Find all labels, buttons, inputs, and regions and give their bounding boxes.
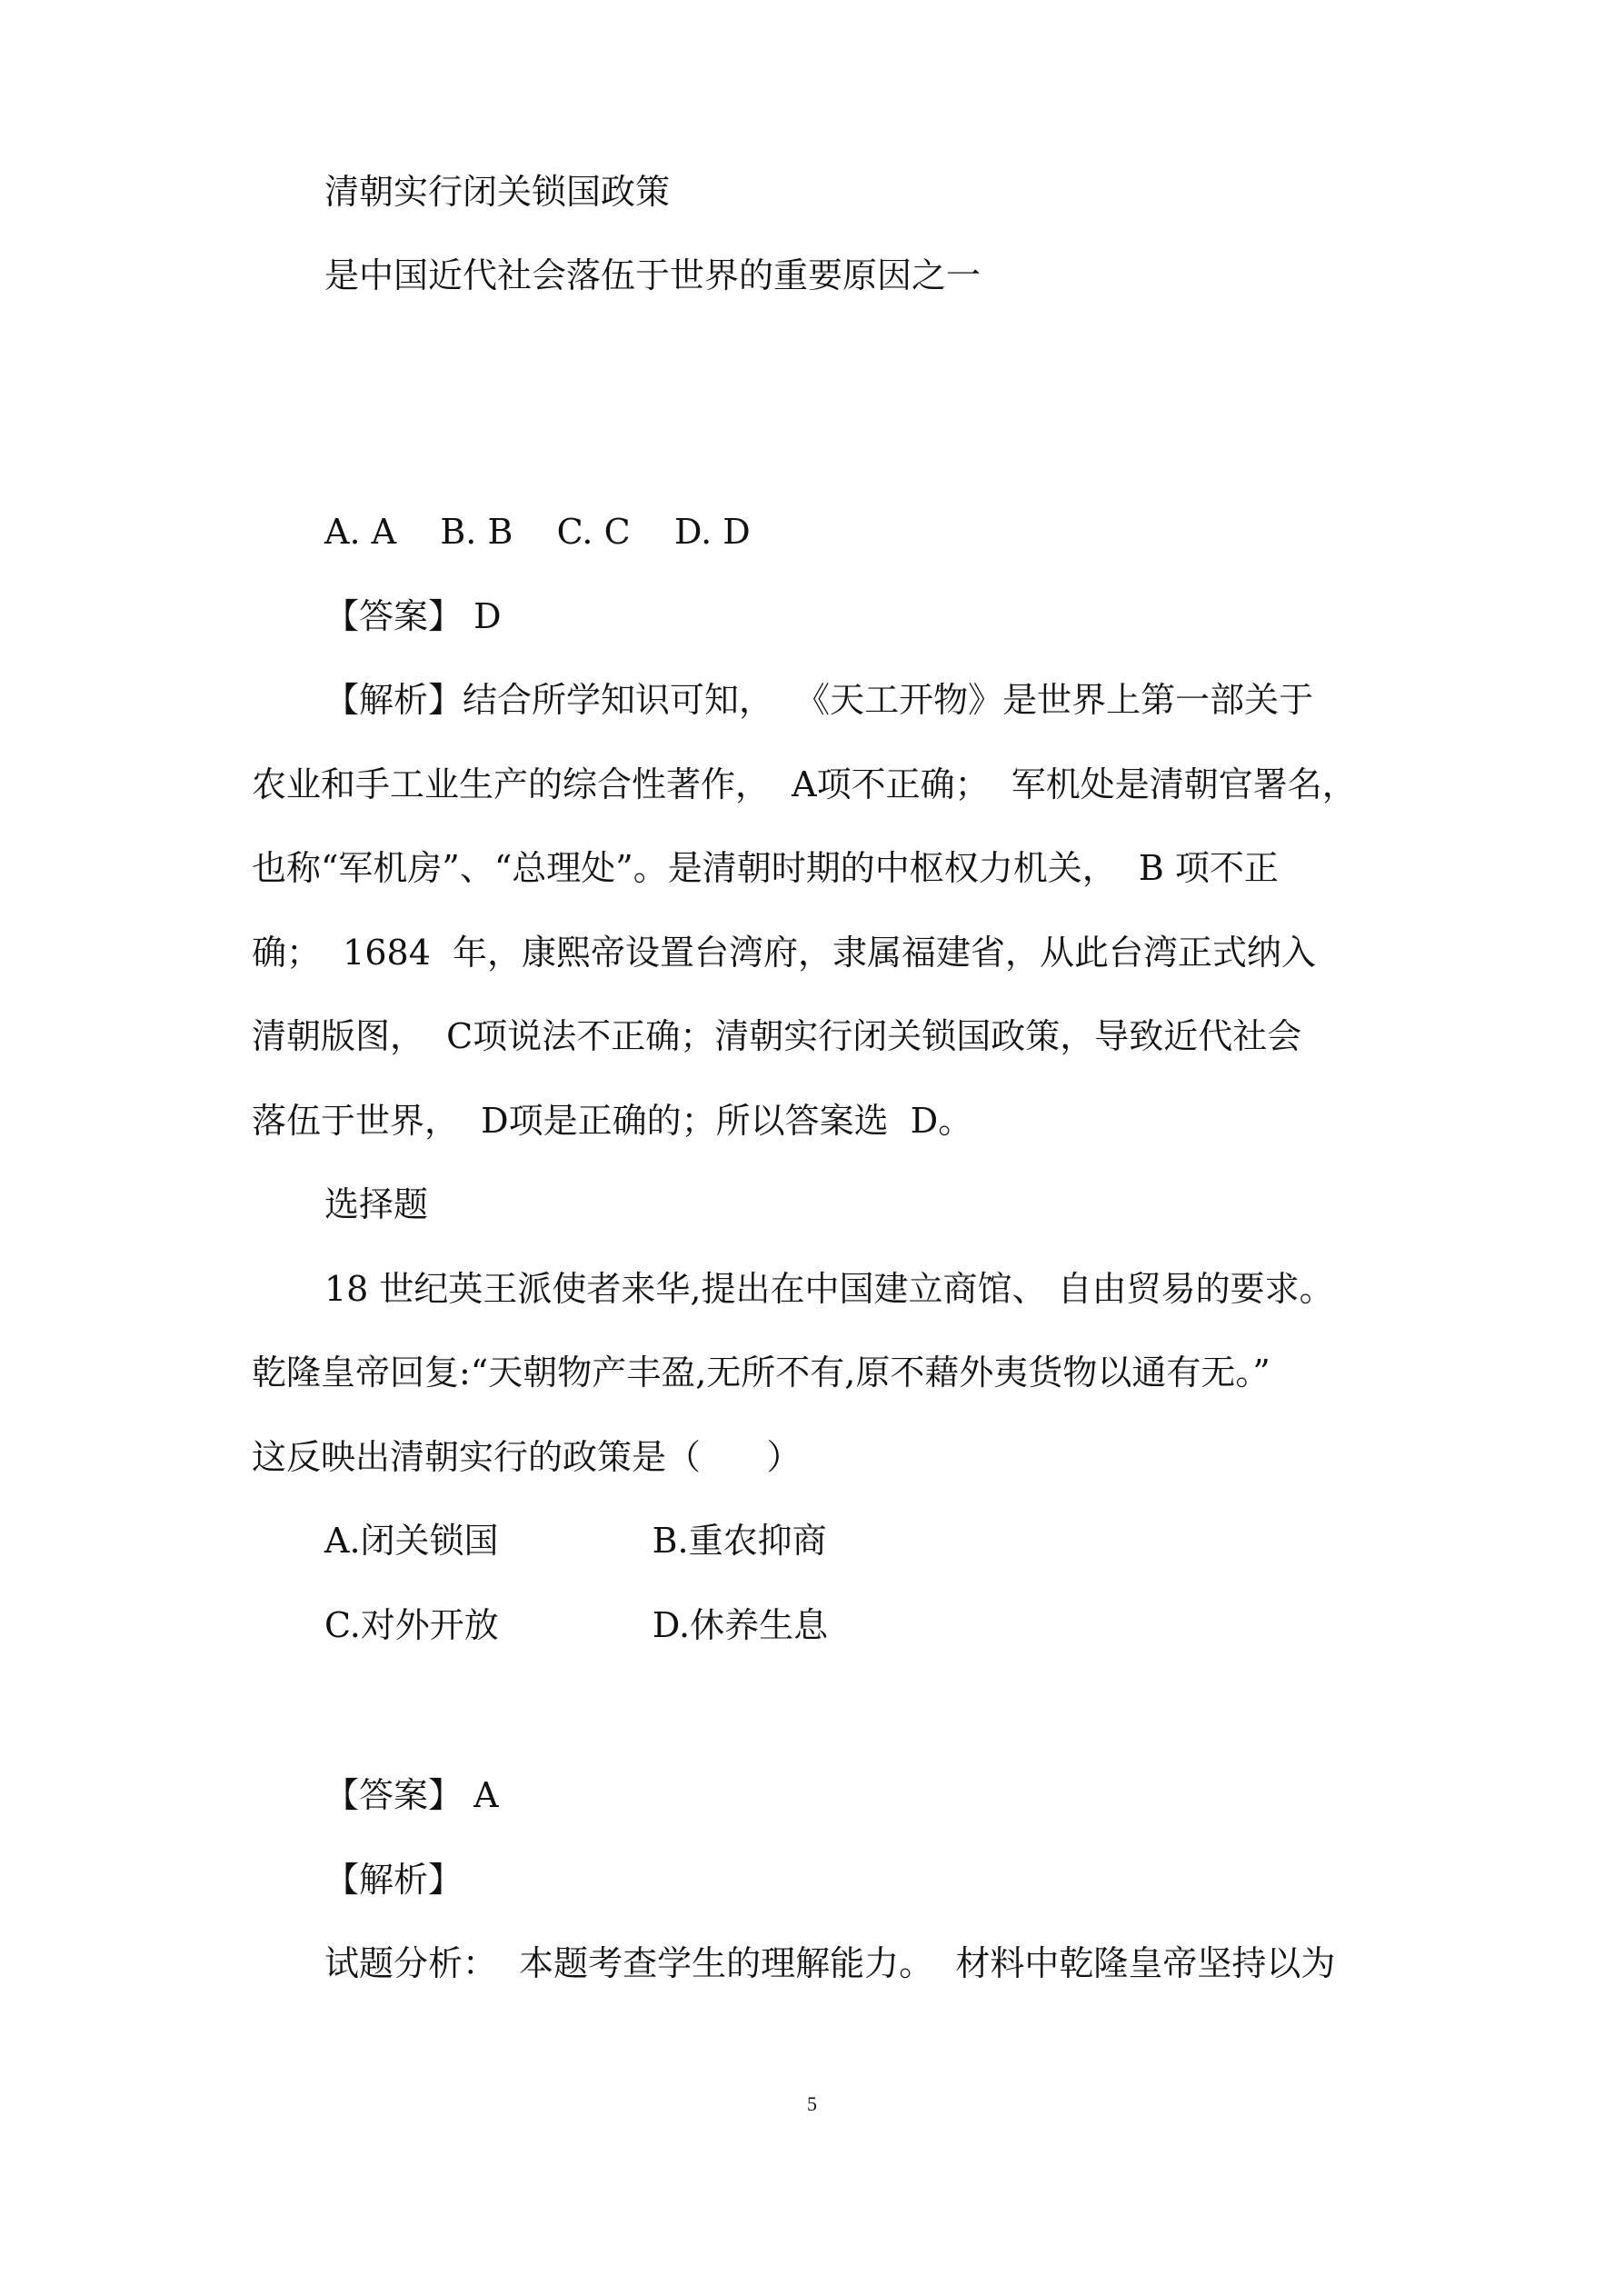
text-line-2: 是中国近代社会落伍于世界的重要原因之一 xyxy=(324,255,981,295)
analysis-body: 试题分析： 本题考查学生的理解能力。 材料中乾隆皇帝坚持以为 xyxy=(324,1943,1336,1983)
section-heading: 选择题 xyxy=(324,1184,429,1224)
analysis-line-2: 农业和手工业生产的综合性著作， A项不正确； 军机处是清朝官署名， xyxy=(252,764,1357,804)
choices-line-1: A.闭关锁国 B.重农抑商 xyxy=(324,1521,827,1561)
analysis-line-4: 确； 1684 年，康熙帝设置台湾府，隶属福建省，从此台湾正式纳入 xyxy=(252,933,1317,973)
analysis-line-5: 清朝版图， C项说法不正确；清朝实行闭关锁国政策，导致近代社会 xyxy=(252,1016,1302,1056)
analysis-heading: 【解析】 xyxy=(324,1860,463,1900)
page-number: 5 xyxy=(807,2092,817,2115)
analysis-line-3: 也称“军机房”、“总理处”。是清朝时期的中枢权力机关， B 项不正 xyxy=(252,848,1279,888)
options-line: A. A B. B C. C D. D xyxy=(324,512,751,552)
text-line-1: 清朝实行闭关锁国政策 xyxy=(324,172,671,212)
answer-line-1: 【答案】 D xyxy=(324,596,502,636)
question-line-1: 18 世纪英王派使者来华,提出在中国建立商馆、 自由贸易的要求。 xyxy=(324,1269,1334,1309)
choices-line-2: C.对外开放 D.休养生息 xyxy=(324,1605,829,1645)
question-line-3: 这反映出清朝实行的政策是（ ） xyxy=(252,1437,802,1477)
question-line-2: 乾隆皇帝回复:“天朝物产丰盈,无所不有,原不藉外夷货物以通有无。” xyxy=(252,1353,1270,1393)
analysis-line-6: 落伍于世界， D项是正确的；所以答案选 D。 xyxy=(252,1101,973,1141)
analysis-line-1: 【解析】结合所学知识可知， 《天工开物》是世界上第一部关于 xyxy=(324,680,1314,720)
answer-line-2: 【答案】 A xyxy=(324,1775,499,1815)
